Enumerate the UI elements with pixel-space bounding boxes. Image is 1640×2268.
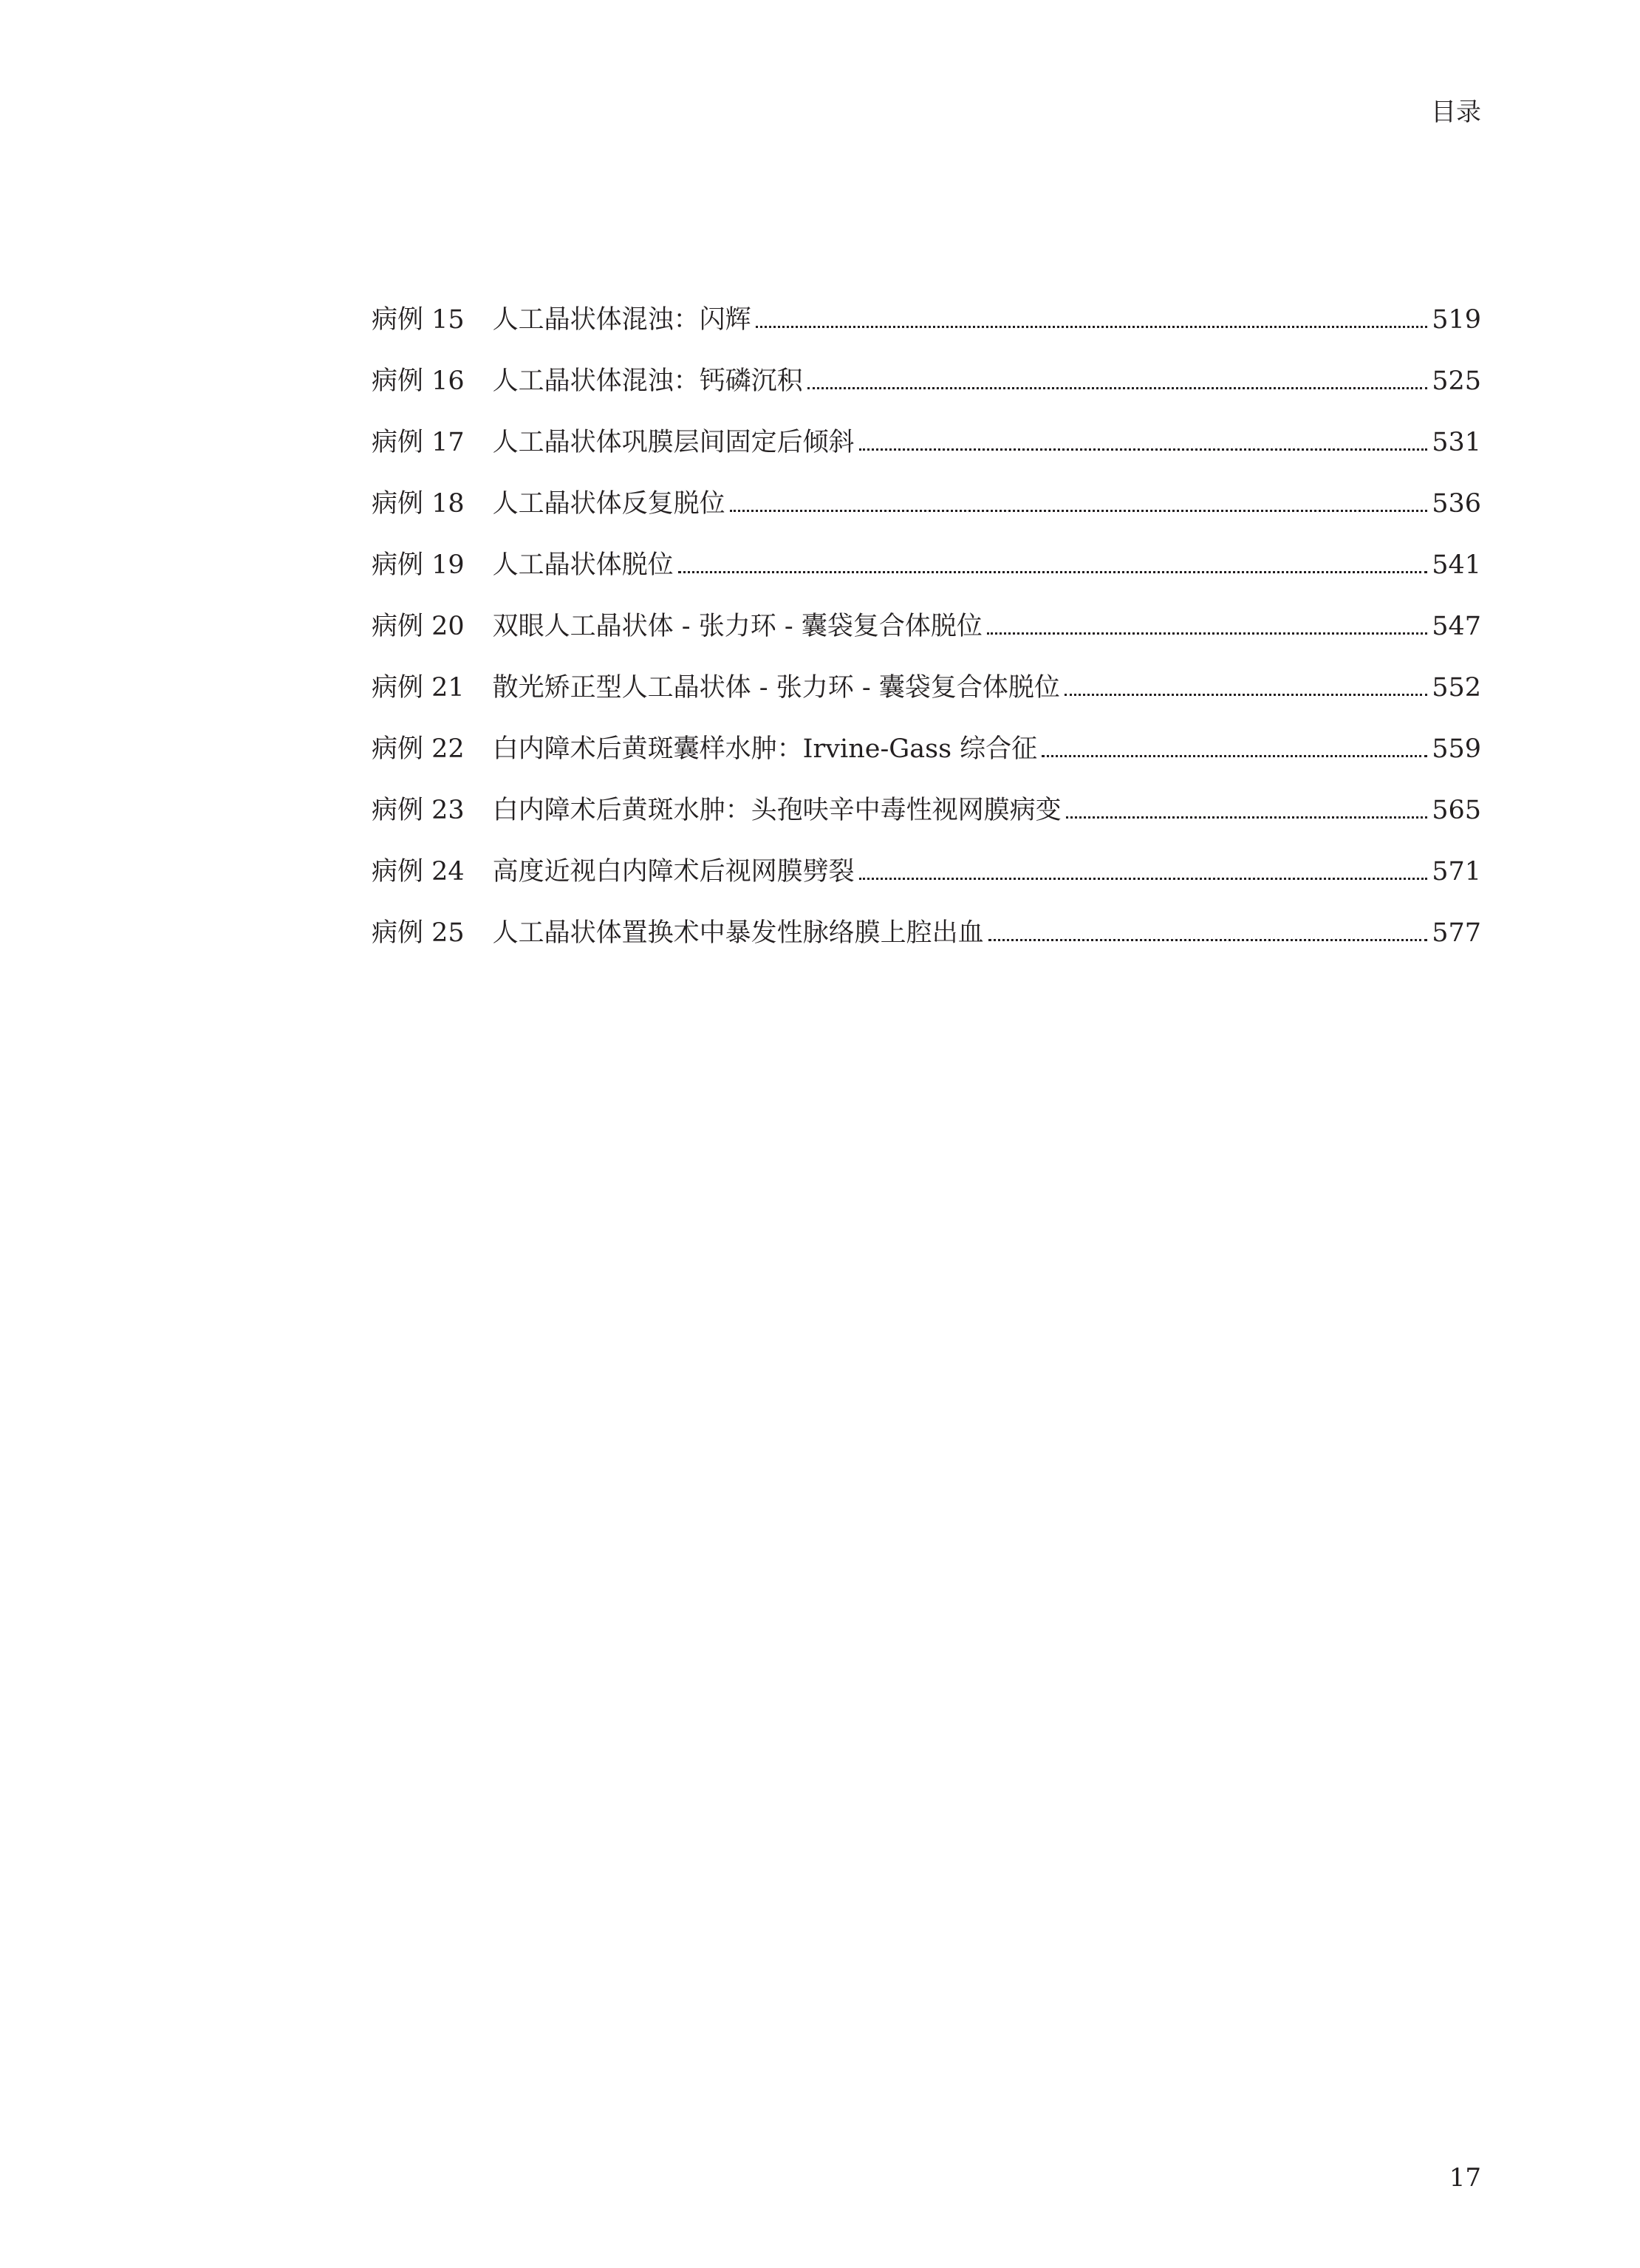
toc-dot-leader [678, 571, 1428, 573]
toc-entry[interactable] [372, 609, 1481, 671]
toc-case-title: 双眼人工晶状体 - 张力环 - 囊袋复合体脱位 [492, 612, 983, 641]
toc-case-title: 白内障术后黄斑水肿：头孢呋辛中毒性视网膜病变 [492, 796, 1062, 825]
toc-entry[interactable] [372, 426, 1481, 487]
toc-entry[interactable] [372, 855, 1481, 916]
toc-case-number: 病例 22 [372, 734, 465, 764]
toc-entry[interactable] [372, 916, 1481, 977]
toc-case-number: 病例 25 [372, 918, 465, 948]
toc-entry[interactable] [372, 303, 1481, 364]
toc-dot-leader [987, 632, 1427, 635]
toc-page-number: 559 [1432, 734, 1481, 764]
toc-case-title: 人工晶状体脱位 [492, 550, 674, 580]
toc-case-title: 白内障术后黄斑囊样水肿：Irvine-Gass 综合征 [492, 734, 1038, 764]
toc-entry[interactable] [372, 732, 1481, 793]
toc-page-number: 571 [1432, 857, 1481, 887]
toc-entry[interactable] [372, 671, 1481, 732]
toc-dot-leader [859, 448, 1428, 451]
toc-case-title: 散光矫正型人工晶状体 - 张力环 - 囊袋复合体脱位 [492, 673, 1060, 703]
toc-page-number: 565 [1432, 796, 1481, 825]
toc-case-number: 病例 24 [372, 857, 465, 887]
toc-dot-leader [1042, 755, 1427, 757]
toc-case-title: 人工晶状体巩膜层间固定后倾斜 [492, 428, 855, 457]
toc-page-number: 525 [1432, 366, 1481, 396]
toc-page-number: 552 [1432, 673, 1481, 703]
toc-case-title: 人工晶状体置换术中暴发性脉络膜上腔出血 [492, 918, 984, 948]
toc-entry[interactable] [372, 364, 1481, 426]
toc-case-number: 病例 23 [372, 796, 465, 825]
toc-page-number: 536 [1432, 489, 1481, 519]
toc-page-number: 547 [1432, 612, 1481, 641]
table-of-contents [372, 303, 1481, 977]
toc-case-number: 病例 20 [372, 612, 465, 641]
toc-dot-leader [807, 387, 1428, 389]
toc-dot-leader [1065, 694, 1427, 696]
toc-page-number: 541 [1432, 550, 1481, 580]
toc-page-number: 531 [1432, 428, 1481, 457]
toc-page-number: 577 [1432, 918, 1481, 948]
toc-entry[interactable] [372, 548, 1481, 609]
page-number: 17 [1449, 2163, 1481, 2193]
toc-dot-leader [756, 326, 1428, 328]
toc-case-number: 病例 15 [372, 305, 465, 335]
running-head-title: 目录 [1431, 98, 1481, 127]
toc-dot-leader [730, 510, 1428, 512]
toc-entry[interactable] [372, 487, 1481, 548]
toc-case-number: 病例 16 [372, 366, 465, 396]
toc-case-title: 高度近视白内障术后视网膜劈裂 [492, 857, 855, 887]
toc-case-number: 病例 21 [372, 673, 465, 703]
toc-case-title: 人工晶状体反复脱位 [492, 489, 725, 519]
toc-page-number: 519 [1432, 305, 1481, 335]
toc-dot-leader [1066, 816, 1428, 819]
toc-case-number: 病例 17 [372, 428, 465, 457]
toc-case-title: 人工晶状体混浊：闪辉 [492, 305, 751, 335]
toc-case-number: 病例 18 [372, 489, 465, 519]
toc-entry[interactable] [372, 793, 1481, 855]
toc-case-title: 人工晶状体混浊：钙磷沉积 [492, 366, 803, 396]
toc-case-number: 病例 19 [372, 550, 465, 580]
toc-dot-leader [859, 878, 1428, 880]
toc-dot-leader [988, 939, 1428, 941]
